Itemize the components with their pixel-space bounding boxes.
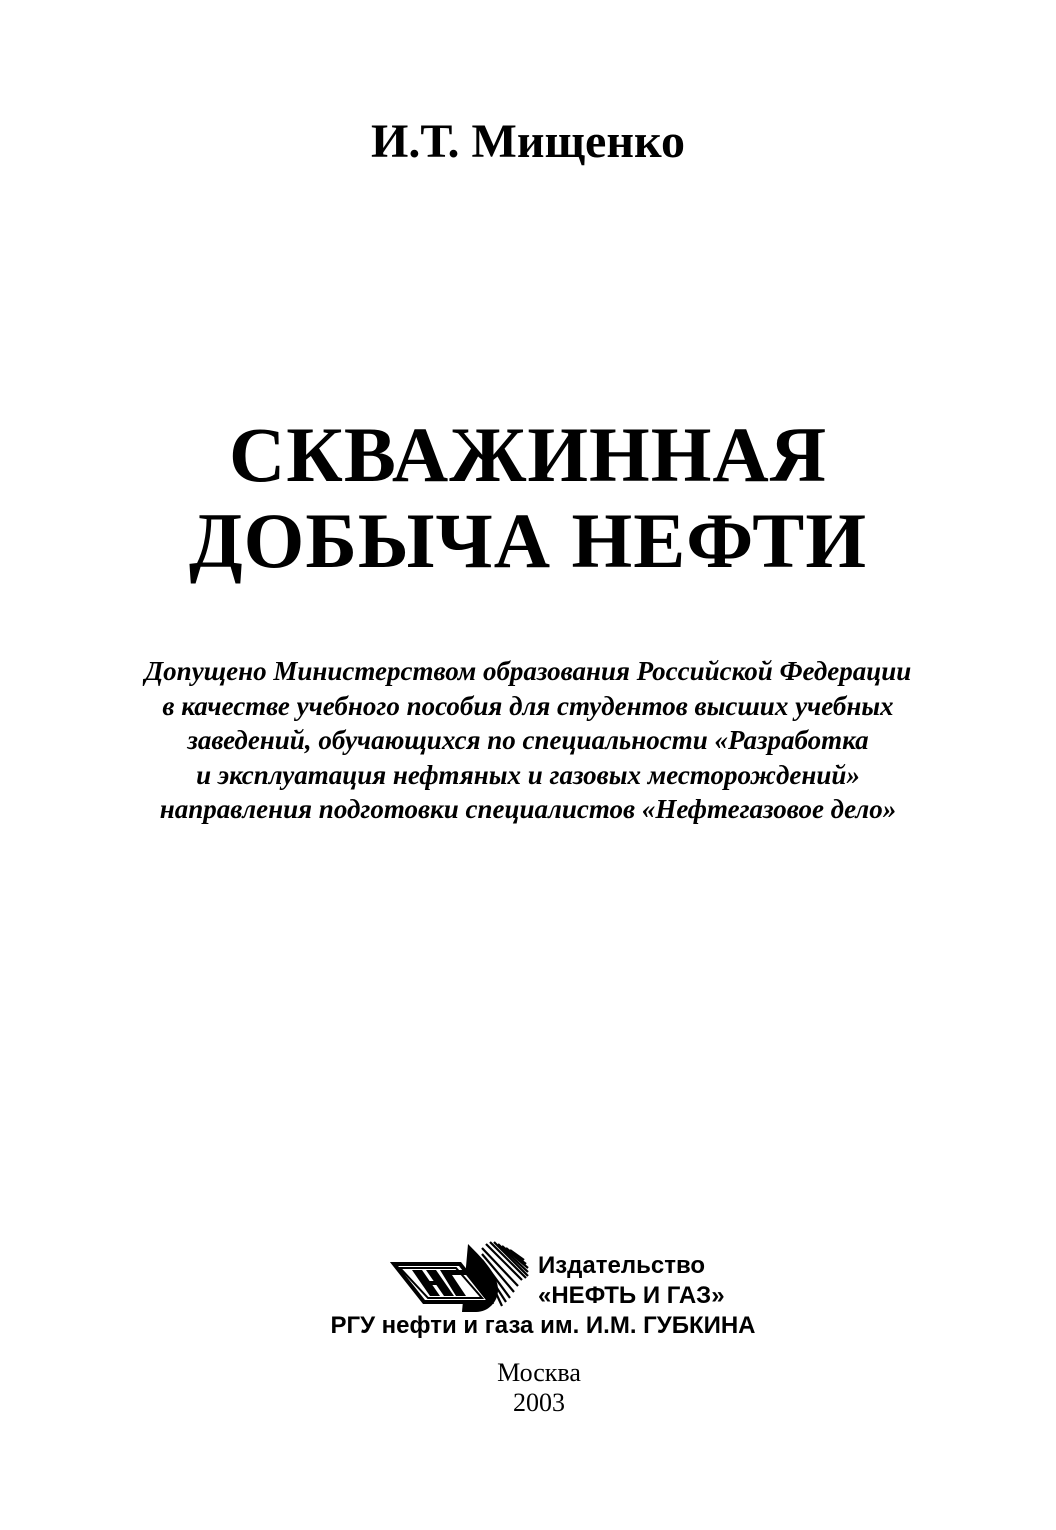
publisher-university: РГУ нефти и газа им. И.М. ГУБКИНА	[330, 1312, 756, 1339]
approval-line-1: Допущено Министерством образования Российской Федерации	[144, 656, 912, 686]
ng-publisher-logo-icon	[390, 1240, 530, 1316]
publisher-name: «НЕФТЬ И ГАЗ»	[538, 1282, 725, 1309]
approval-line-3: заведений, обучающихся по специальности «Разработка	[187, 725, 869, 755]
imprint-year: 2003	[513, 1388, 565, 1417]
approval-line-5: направления подготовки специалистов «Нефтегазовое дело»	[159, 794, 897, 824]
publisher-block	[0, 1236, 1056, 1346]
book-title-line-1: СКВАЖИННАЯ	[228, 411, 828, 498]
approval-line-2: в качестве учебного пособия для студентов высших учебных	[162, 690, 894, 721]
approval-statement	[0, 654, 1056, 827]
book-title-line-2: ДОБЫЧА НЕФТИ	[188, 497, 867, 584]
imprint-city: Москва	[497, 1358, 581, 1387]
book-title	[0, 412, 1056, 584]
author-name: И.Т. Мищенко	[370, 115, 685, 168]
approval-line-4: и эксплуатация нефтяных и газовых месторождений»	[196, 759, 860, 790]
publisher-label: Издательство	[538, 1252, 706, 1279]
